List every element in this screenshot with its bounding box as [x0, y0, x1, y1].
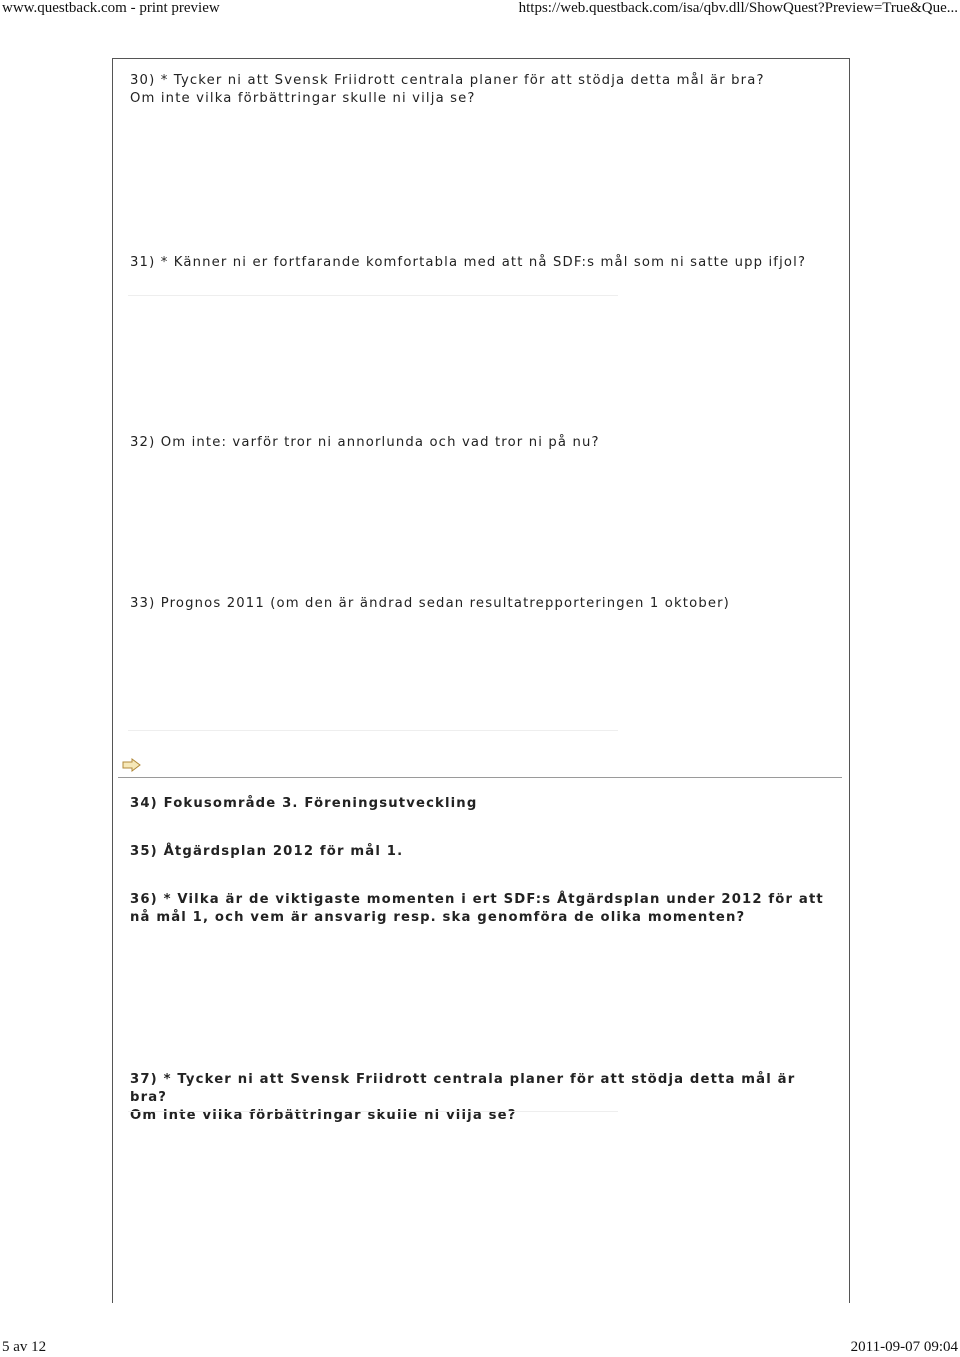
question-36: 36) * Vilka är de viktigaste momenten i ert SDF:s Åtgärdsplan under 2012 för att nå mål 1, och vem är ansvarig resp. ska genomföra de olika momenten? — [130, 892, 824, 925]
section-heading-34: 34) Fokusområde 3. Föreningsutveckling — [130, 796, 478, 811]
question-32: 32) Om inte: varför tror ni annorlunda och vad tror ni på nu? — [130, 435, 600, 450]
question-30: 30) * Tycker ni att Svensk Friidrott centrala planer för att stödja detta mål är bra? Om inte vilka förbättringar skulle ni vilja se? — [130, 73, 765, 106]
question-31: 31) * Känner ni er fortfarande komfortabla med att nå SDF:s mål som ni satte upp ifjol? — [130, 255, 807, 270]
answer-divider — [128, 730, 618, 731]
print-header-left: www.questback.com - print preview — [2, 0, 220, 16]
answer-divider — [128, 1111, 618, 1112]
answer-divider — [128, 295, 618, 296]
print-timestamp: 2011-09-07 09:04 — [850, 1339, 958, 1355]
section-heading-35: 35) Åtgärdsplan 2012 för mål 1. — [130, 844, 404, 859]
question-33: 33) Prognos 2011 (om den är ändrad sedan resultatrepporteringen 1 oktober) — [130, 596, 730, 611]
page-break-arrow-icon — [122, 758, 142, 772]
print-header-url: https://web.questback.com/isa/qbv.dll/ShowQuest?Preview=True&Que... — [518, 0, 958, 16]
page-counter: 5 av 12 — [2, 1339, 47, 1355]
question-37: 37) * Tycker ni att Svensk Friidrott centrala planer för att stödja detta mål är bra? Om inte vilka förbättringar skulle ni vilja se? — [130, 1072, 796, 1123]
page-separator — [118, 777, 842, 778]
